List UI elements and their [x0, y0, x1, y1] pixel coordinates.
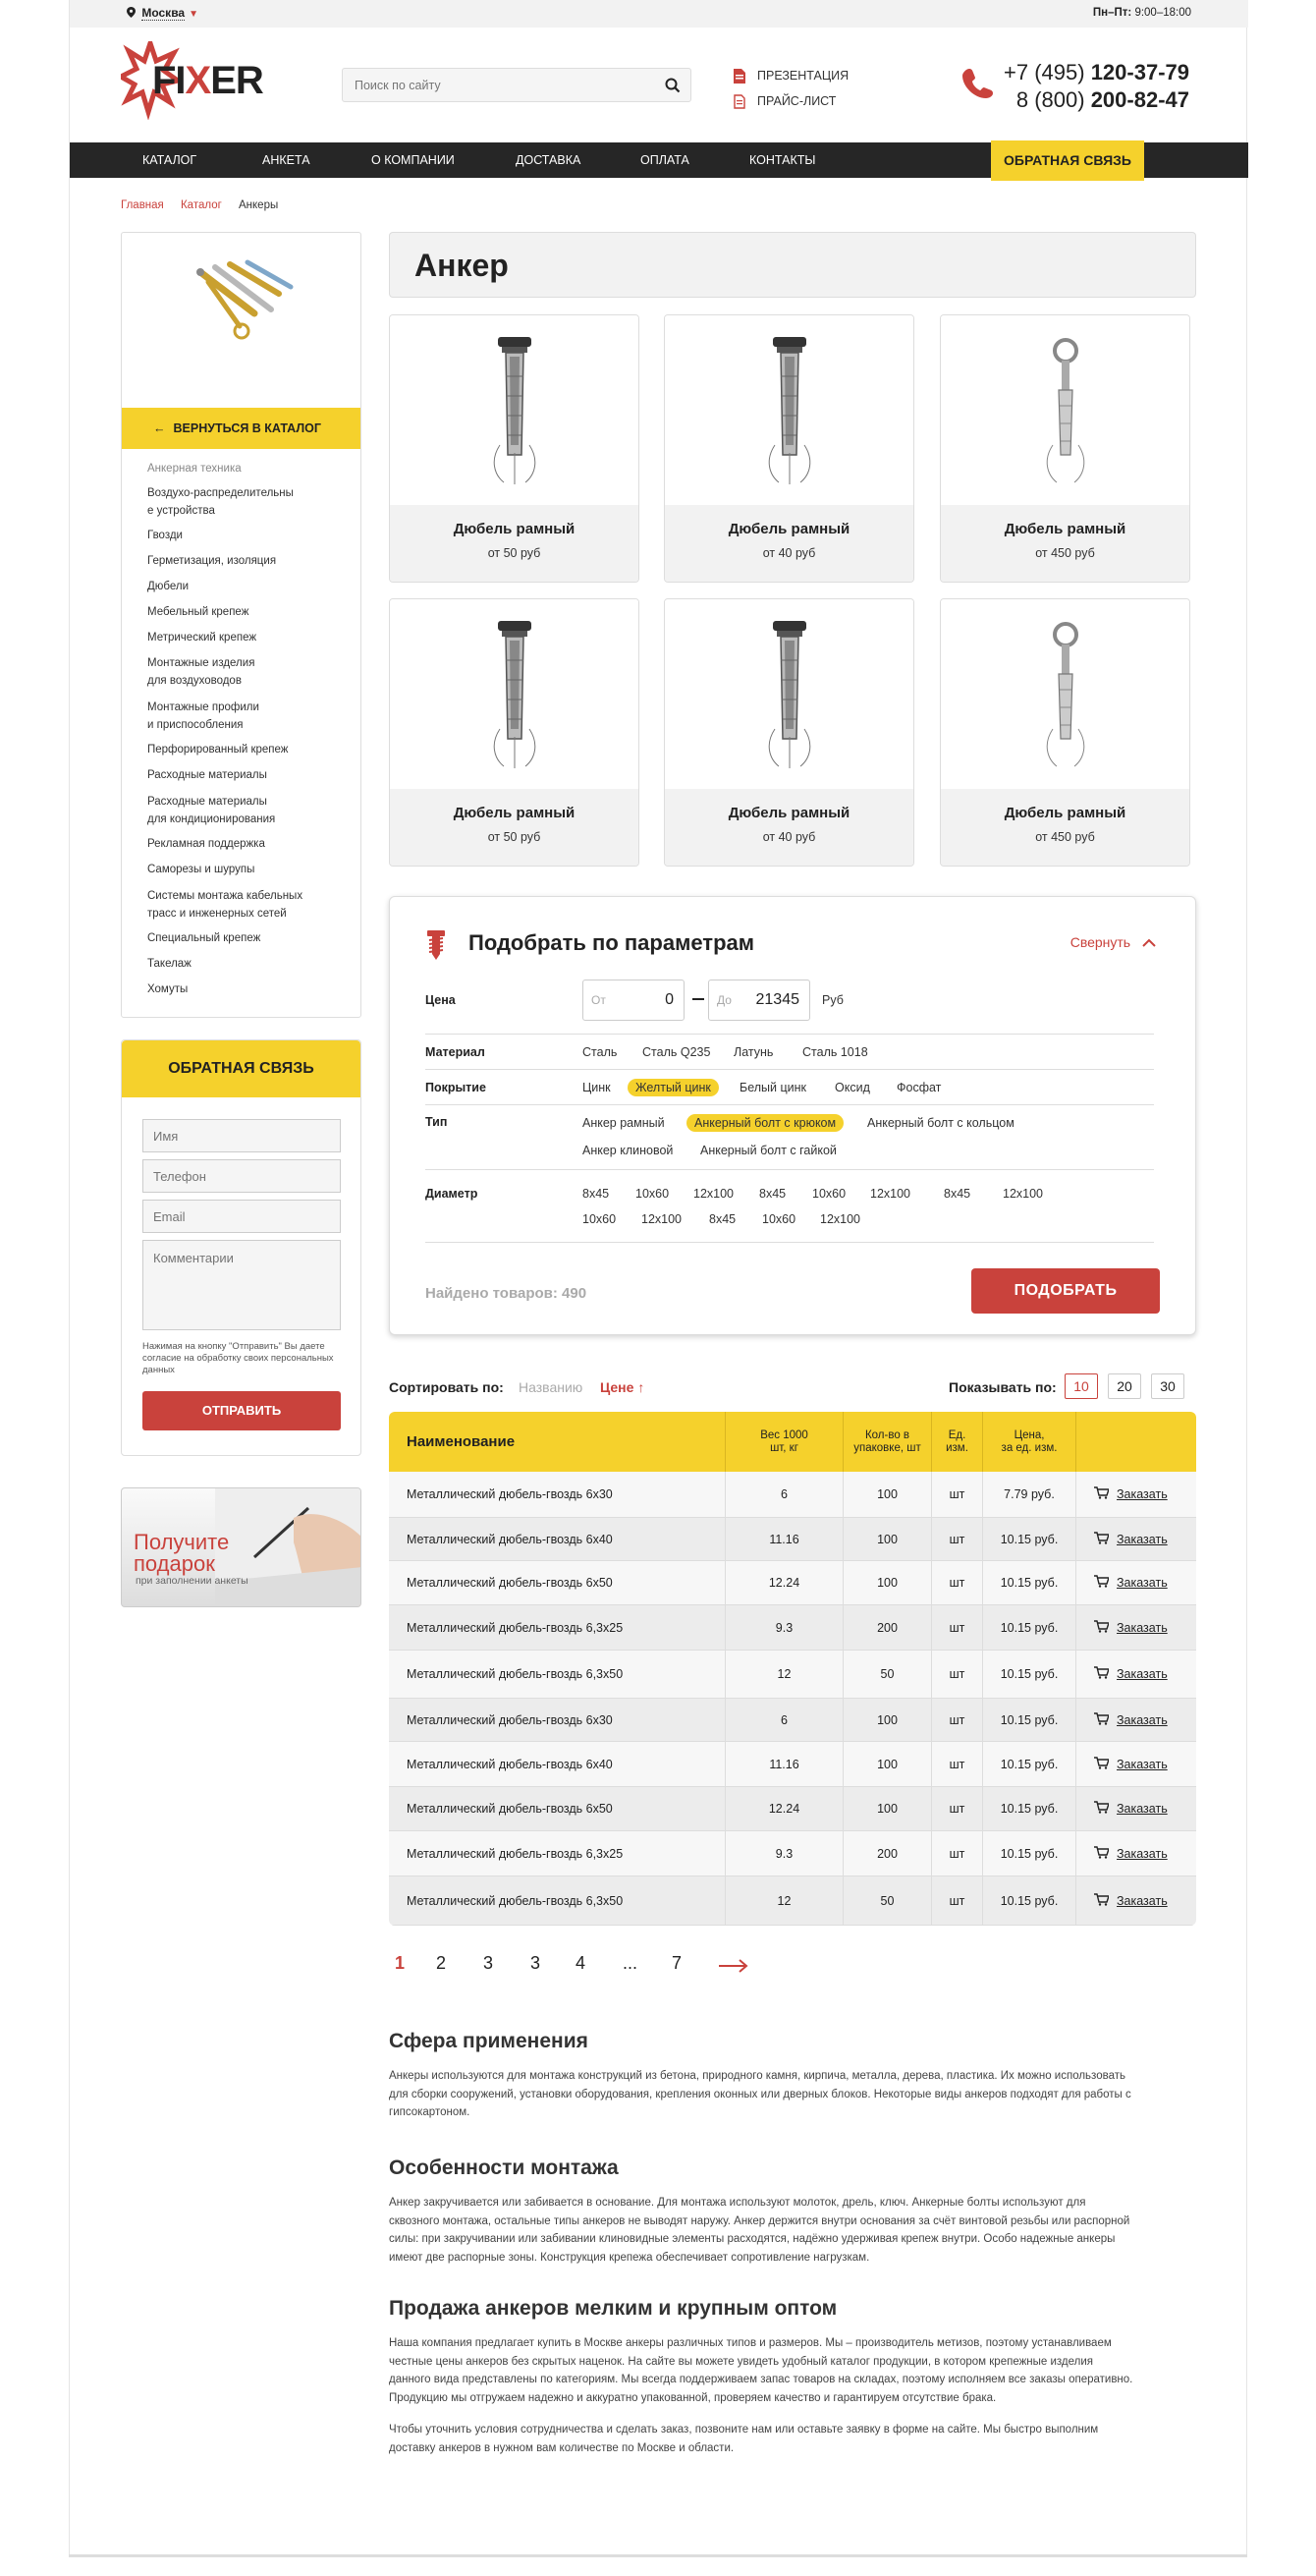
sort-by-price[interactable]: Цене ↑: [600, 1379, 645, 1395]
gift-line-1: Получите: [134, 1530, 230, 1554]
chevron-up-icon: [1142, 934, 1156, 950]
product-card[interactable]: [940, 598, 1190, 867]
order-label: Заказать: [1117, 1802, 1168, 1816]
sort-by-name[interactable]: Названию: [519, 1379, 583, 1395]
product-price: от 50 руб: [487, 830, 541, 844]
table-cell: 50: [844, 1876, 932, 1925]
collapse-button[interactable]: Свернуть: [1070, 934, 1156, 950]
order-link[interactable]: [1076, 1472, 1196, 1517]
product-price: от 40 руб: [762, 546, 816, 560]
product-card[interactable]: [389, 314, 639, 583]
logo-text-b: ER: [210, 59, 263, 102]
seo-heading: Продажа анкеров мелким и крупным оптом: [389, 2297, 838, 2320]
table-cell: 100: [844, 1699, 932, 1741]
cart-icon: [1094, 1620, 1109, 1636]
table-cell: 10.15 руб.: [983, 1561, 1076, 1604]
seo-paragraph: Чтобы уточнить условия сотрудничества и сделать заказ, позвоните нам или оставьте заявку в форме на сайте. Мы быстро выполним доставку анкеров в нужном вам количестве по Москве и области.: [389, 2424, 1099, 2454]
filter-option[interactable]: 12x100: [870, 1187, 911, 1201]
filter-option-selected[interactable]: Желтый цинк: [628, 1079, 719, 1096]
price-to-input[interactable]: До 21345: [708, 980, 810, 1021]
cart-icon: [1094, 1575, 1109, 1591]
header-weight: Вес 1000 шт, кг: [726, 1412, 844, 1472]
table-cell: Металлический дюбель-гвоздь 6,3х50: [389, 1651, 726, 1698]
divider: [425, 1169, 1154, 1170]
sidebar: [121, 232, 361, 1018]
category-item[interactable]: е устройства: [147, 505, 215, 517]
table-cell: шт: [932, 1831, 983, 1876]
diameter-label: Диаметр: [425, 1187, 478, 1201]
phone-1[interactable]: +7 (495) 120-37-79: [1004, 60, 1189, 84]
divider: [425, 1069, 1154, 1070]
chevron-down-icon: ▼: [189, 9, 198, 20]
table-row: [389, 1876, 1196, 1926]
type-label: Тип: [425, 1115, 448, 1129]
product-name: Дюбель рамный: [453, 805, 576, 821]
table-cell: шт: [932, 1561, 983, 1604]
products-table: [389, 1412, 1196, 1926]
pricelist-link[interactable]: [734, 88, 849, 114]
document-icon: [734, 94, 745, 109]
table-cell: 100: [844, 1742, 932, 1786]
table-cell: 10.15 руб.: [983, 1876, 1076, 1925]
table-cell: 12: [726, 1876, 844, 1925]
order-label: Заказать: [1117, 1620, 1168, 1635]
category-item[interactable]: Гвозди: [147, 530, 183, 541]
nav-item-catalog[interactable]: КАТАЛОГ: [142, 153, 197, 167]
category-item[interactable]: Расходные материалы: [147, 769, 267, 781]
category-item[interactable]: Воздухо-распределительны: [147, 487, 294, 499]
table-row: [389, 1518, 1196, 1561]
filter-option[interactable]: 8x45: [944, 1187, 971, 1201]
seo-paragraph: Наша компания предлагает купить в Москве анкеры различных типов и размеров. Мы – производитель метизов, поэтому устанавливаем честные цены анкеров без скрытых наценок. На сайте вы можете увидеть удобный каталог продукции, в котором крепежные изделия данного вида представлены по категориям. Мы всегда поддерживаем запас товаров на складах, поэтому исполняем все заказы оперативно. Продукцию мы отгружаем надежно и аккуратно упакованной, проверяем качество и гарантируем отсутствие брака.: [389, 2337, 1133, 2404]
feedback-form: [121, 1039, 361, 1456]
feedback-button[interactable]: ОБРАТНАЯ СВЯЗЬ: [991, 140, 1144, 181]
table-cell: 100: [844, 1472, 932, 1517]
location-pin-icon: [127, 6, 141, 20]
product-card-footer: [665, 505, 913, 583]
table-cell: Металлический дюбель-гвоздь 6х30: [389, 1699, 726, 1741]
per-page-20[interactable]: 20: [1108, 1373, 1141, 1399]
filter-option[interactable]: Латунь: [734, 1045, 774, 1059]
per-page-10[interactable]: 10: [1065, 1373, 1098, 1399]
pdf-icon: [734, 69, 745, 84]
main-nav: [70, 142, 1248, 178]
divider: [425, 1104, 1154, 1105]
category-item[interactable]: для воздуховодов: [147, 675, 242, 687]
gift-line-3: при заполнении анкеты: [136, 1575, 248, 1587]
table-cell: 11.16: [726, 1742, 844, 1786]
page-link[interactable]: 7: [672, 1953, 683, 1973]
product-name: Дюбель рамный: [1004, 521, 1126, 537]
seo-section: [389, 2156, 1135, 2267]
divider: [425, 1242, 1154, 1243]
order-link[interactable]: [1076, 1876, 1196, 1925]
phone-icon: [962, 67, 994, 103]
order-link[interactable]: [1076, 1605, 1196, 1650]
presentation-label: ПРЕЗЕНТАЦИЯ: [757, 69, 850, 83]
table-cell: Металлический дюбель-гвоздь 6,3х25: [389, 1831, 726, 1876]
category-item[interactable]: Расходные материалы: [147, 796, 267, 808]
order-link[interactable]: [1076, 1699, 1196, 1741]
filter-option[interactable]: 10x60: [812, 1187, 847, 1201]
table-cell: 12: [726, 1651, 844, 1698]
page: [69, 0, 1247, 2557]
filter-option[interactable]: 12x100: [693, 1187, 735, 1201]
filter-option[interactable]: 8x45: [709, 1212, 737, 1226]
product-card[interactable]: [940, 314, 1190, 583]
seo-heading: Особенности монтажа: [389, 2156, 619, 2179]
table-cell: 7.79 руб.: [983, 1472, 1076, 1517]
price-from-input[interactable]: От 0: [582, 980, 685, 1021]
category-item[interactable]: Системы монтажа кабельных: [147, 890, 303, 902]
feedback-form-title: ОБРАТНАЯ СВЯЗЬ: [122, 1040, 360, 1097]
per-page-30[interactable]: 30: [1151, 1373, 1184, 1399]
comment-field[interactable]: [142, 1240, 341, 1330]
phone-2[interactable]: 8 (800) 200-82-47: [1015, 87, 1189, 112]
filter-option[interactable]: Анкер клиновой: [582, 1144, 674, 1157]
page-title: Анкер: [414, 248, 509, 283]
arrow-right-icon[interactable]: [719, 1957, 748, 1978]
filter-option[interactable]: Белый цинк: [740, 1081, 806, 1094]
product-image: [390, 315, 638, 505]
header-unit: Ед. изм.: [932, 1412, 983, 1472]
table-cell: шт: [932, 1742, 983, 1786]
category-item[interactable]: Монтажные изделия: [147, 657, 255, 669]
nav-item-contacts[interactable]: КОНТАКТЫ: [749, 153, 816, 167]
table-cell: шт: [932, 1787, 983, 1830]
order-label: Заказать: [1117, 1757, 1168, 1771]
table-cell: 50: [844, 1651, 932, 1698]
filter-option[interactable]: 8x45: [759, 1187, 787, 1201]
table-cell: 10.15 руб.: [983, 1787, 1076, 1830]
table-cell: 100: [844, 1561, 932, 1604]
table-cell: Металлический дюбель-гвоздь 6х40: [389, 1518, 726, 1560]
found-count: Найдено товаров: 490: [425, 1285, 587, 1302]
search-icon[interactable]: [665, 78, 681, 93]
seo-heading: Сфера применения: [389, 2030, 588, 2052]
order-link[interactable]: [1076, 1787, 1196, 1830]
order-label: Заказать: [1117, 1667, 1168, 1681]
cart-icon: [1094, 1757, 1109, 1772]
pagination: [389, 1953, 782, 1983]
table-cell: шт: [932, 1876, 983, 1925]
product-name: Дюбель рамный: [728, 521, 850, 537]
search-box: [342, 68, 691, 102]
table-cell: шт: [932, 1651, 983, 1698]
product-card[interactable]: [664, 598, 914, 867]
presentation-link[interactable]: [734, 63, 849, 88]
cart-icon: [1094, 1801, 1109, 1817]
logo-text-x: X: [185, 59, 211, 102]
category-item[interactable]: трасс и инженерных сетей: [147, 908, 287, 920]
category-item[interactable]: Дюбели: [147, 581, 190, 592]
seo-section: [389, 2297, 1135, 2457]
product-name: Дюбель рамный: [453, 521, 576, 537]
page-link[interactable]: 2: [436, 1953, 447, 1973]
page-link[interactable]: 3: [483, 1953, 494, 1973]
table-row: [389, 1651, 1196, 1699]
table-cell: 10.15 руб.: [983, 1605, 1076, 1650]
table-cell: 6: [726, 1472, 844, 1517]
top-bar: [70, 0, 1248, 28]
consent-text: Нажимая на кнопку "Отправить" Вы даете согласие на обработку своих персональных данных: [142, 1341, 334, 1375]
order-label: Заказать: [1117, 1576, 1168, 1590]
table-cell: 6: [726, 1699, 844, 1741]
nav-item-payment[interactable]: ОПЛАТА: [640, 153, 689, 167]
category-item[interactable]: Хомуты: [147, 983, 189, 995]
filter-option[interactable]: Оксид: [835, 1081, 870, 1094]
logo-text-a: FI: [152, 59, 186, 102]
category-item[interactable]: и приспособления: [147, 719, 244, 731]
table-row: [389, 1787, 1196, 1831]
product-card-footer: [390, 505, 638, 583]
product-card-footer: [941, 789, 1189, 867]
nav-item-delivery[interactable]: ДОСТАВКА: [516, 153, 581, 167]
table-cell: Металлический дюбель-гвоздь 6х50: [389, 1561, 726, 1604]
gift-line-2: подарок: [134, 1551, 215, 1576]
table-cell: 10.15 руб.: [983, 1742, 1076, 1786]
filter-option[interactable]: 12x100: [1003, 1187, 1044, 1201]
table-row: [389, 1742, 1196, 1787]
filter-option[interactable]: 8x45: [582, 1187, 610, 1201]
table-cell: Металлический дюбель-гвоздь 6,3х25: [389, 1605, 726, 1650]
per-page-label: Показывать по:: [949, 1379, 1057, 1395]
table-cell: 10.15 руб.: [983, 1831, 1076, 1876]
product-image: [941, 315, 1189, 505]
coating-label: Покрытие: [425, 1081, 486, 1094]
divider: [425, 1034, 1154, 1035]
breadcrumb: [121, 199, 292, 211]
anchors-category-image: [181, 252, 303, 341]
table-cell: 100: [844, 1518, 932, 1560]
material-label: Материал: [425, 1045, 485, 1059]
filter-title: Подобрать по параметрам: [468, 930, 755, 955]
table-cell: Металлический дюбель-гвоздь 6х30: [389, 1472, 726, 1517]
header-pack: Кол-во в упаковке, шт: [844, 1412, 932, 1472]
product-image: [665, 599, 913, 789]
city-selector[interactable]: [127, 6, 198, 20]
filter-option[interactable]: Анкерный болт с кольцом: [867, 1116, 1014, 1130]
table-cell: 12.24: [726, 1561, 844, 1604]
order-label: Заказать: [1117, 1712, 1168, 1727]
filter-option[interactable]: Сталь Q235: [642, 1045, 711, 1059]
product-card-footer: [390, 789, 638, 867]
order-link[interactable]: [1076, 1561, 1196, 1604]
seo-paragraph: Анкер закручивается или забивается в основание. Для монтажа используют молоток, дрель, ключ. Анкерные болты используют для сквозного монтажа, остальные типы анкеров не выводят наружу. Анкер держится внутри основания за счёт винтовой резьбы или распорной силы: при закручивании или забивании клиновидные элементы расходятся, надёжно удерживая крепеж внутри. Особо надежные анкеры имеют две распорные зоны. Конструкция крепежа обеспечивает сопротивление нагрузкам.: [389, 2197, 1130, 2264]
category-item[interactable]: Монтажные профили: [147, 701, 259, 713]
filter-option[interactable]: Сталь: [582, 1045, 618, 1059]
page-ellipsis: ...: [623, 1953, 638, 1973]
cart-icon: [1094, 1846, 1109, 1862]
order-label: Заказать: [1117, 1532, 1168, 1546]
table-cell: шт: [932, 1472, 983, 1517]
product-price: от 40 руб: [762, 830, 816, 844]
product-image: [941, 599, 1189, 789]
table-cell: 9.3: [726, 1831, 844, 1876]
nav-item-about[interactable]: О КОМПАНИИ: [371, 153, 455, 167]
filter-option[interactable]: Сталь 1018: [802, 1045, 868, 1059]
seo-section: [389, 2030, 1135, 2122]
table-cell: 10.15 руб.: [983, 1651, 1076, 1698]
table-cell: Металлический дюбель-гвоздь 6х40: [389, 1742, 726, 1786]
filter-option[interactable]: 12x100: [641, 1212, 683, 1226]
order-link[interactable]: [1076, 1742, 1196, 1786]
table-row: [389, 1699, 1196, 1742]
header-name: Наименование: [389, 1412, 726, 1472]
table-row: [389, 1831, 1196, 1876]
order-label: Заказать: [1117, 1487, 1168, 1501]
page-link[interactable]: 1: [395, 1953, 406, 1973]
category-item[interactable]: Метрический крепеж: [147, 632, 257, 644]
header-price: Цена, за ед. изм.: [983, 1412, 1076, 1472]
pricelist-label: ПРАЙС-ЛИСТ: [757, 94, 837, 108]
category-item[interactable]: Специальный крепеж: [147, 932, 261, 944]
category-item[interactable]: Такелаж: [147, 958, 192, 970]
category-item[interactable]: Герметизация, изоляция: [147, 555, 277, 567]
product-image: [665, 315, 913, 505]
table-header: [389, 1412, 1196, 1472]
table-cell: 100: [844, 1787, 932, 1830]
table-cell: 12.24: [726, 1787, 844, 1830]
nav-item-survey[interactable]: АНКЕТА: [262, 153, 310, 167]
category-item[interactable]: Перфорированный крепеж: [147, 744, 289, 756]
product-price: от 50 руб: [487, 546, 541, 560]
sort-label: Сортировать по:: [389, 1379, 504, 1395]
working-hours: Пн–Пт: 9:00–18:00: [1092, 7, 1191, 19]
product-card-footer: [941, 505, 1189, 583]
product-card[interactable]: [389, 598, 639, 867]
filter-option[interactable]: Цинк: [582, 1081, 611, 1094]
page-link[interactable]: 3: [530, 1953, 541, 1973]
phones-block: [1004, 59, 1189, 114]
filter-panel: [389, 896, 1196, 1335]
product-price: от 450 руб: [1035, 830, 1095, 844]
order-link[interactable]: [1076, 1651, 1196, 1698]
table-cell: 11.16: [726, 1518, 844, 1560]
phone-field[interactable]: [142, 1159, 341, 1193]
range-dash: [692, 998, 704, 1000]
category-item[interactable]: Мебельный крепеж: [147, 606, 249, 618]
table-cell: шт: [932, 1699, 983, 1741]
product-card[interactable]: [664, 314, 914, 583]
cart-icon: [1094, 1893, 1109, 1909]
filter-option[interactable]: 10x60: [635, 1187, 670, 1201]
product-card-footer: [665, 789, 913, 867]
cart-icon: [1094, 1486, 1109, 1502]
table-cell: 200: [844, 1831, 932, 1876]
pick-button[interactable]: ПОДОБРАТЬ: [971, 1268, 1160, 1314]
page-title-box: [389, 232, 1196, 298]
filter-option[interactable]: 10x60: [582, 1212, 617, 1226]
breadcrumb-catalog[interactable]: Каталог: [180, 199, 222, 211]
breadcrumb-current: Анкеры: [239, 199, 279, 211]
table-row: [389, 1561, 1196, 1605]
arrow-left-icon: ←: [153, 421, 166, 435]
sort-bar: [389, 1373, 1196, 1401]
screw-icon: [427, 930, 445, 965]
logo[interactable]: [121, 41, 288, 120]
category-item[interactable]: Анкерная техника: [147, 463, 242, 475]
cart-icon: [1094, 1666, 1109, 1682]
back-to-catalog-button[interactable]: ← ВЕРНУТЬСЯ В КАТАЛОГ: [122, 408, 360, 449]
gift-banner[interactable]: [121, 1487, 361, 1607]
order-link[interactable]: [1076, 1518, 1196, 1560]
product-name: Дюбель рамный: [1004, 805, 1126, 821]
table-cell: 10.15 руб.: [983, 1699, 1076, 1741]
search-input[interactable]: [343, 69, 637, 101]
order-label: Заказать: [1117, 1846, 1168, 1861]
hand-pen-illustration: [215, 1488, 361, 1606]
city-name[interactable]: Москва: [141, 6, 186, 20]
category-item[interactable]: Рекламная поддержка: [147, 838, 265, 850]
table-cell: Металлический дюбель-гвоздь 6,3х50: [389, 1876, 726, 1925]
send-button[interactable]: ОТПРАВИТЬ: [142, 1391, 341, 1430]
table-cell: Металлический дюбель-гвоздь 6х50: [389, 1787, 726, 1830]
filter-option[interactable]: Анкер рамный: [582, 1116, 665, 1130]
breadcrumb-home[interactable]: Главная: [121, 199, 164, 211]
filter-option[interactable]: Фосфат: [897, 1081, 942, 1094]
name-field[interactable]: [142, 1119, 341, 1152]
seo-paragraph: Анкеры используются для монтажа конструкций из бетона, природного камня, кирпича, металла, дерева, пластика. Их можно использовать для сборки сооружений, установки оборудования, крепления оконных или дверных блоков. Некоторые виды анкеров подходят для работы с гипсокартоном.: [389, 2070, 1131, 2118]
product-price: от 450 руб: [1035, 546, 1095, 560]
table-row: [389, 1472, 1196, 1518]
filter-option[interactable]: 12x100: [820, 1212, 861, 1226]
product-image: [390, 599, 638, 789]
order-label: Заказать: [1117, 1893, 1168, 1908]
cart-icon: [1094, 1712, 1109, 1728]
cart-icon: [1094, 1532, 1109, 1547]
order-link[interactable]: [1076, 1831, 1196, 1876]
table-cell: 10.15 руб.: [983, 1518, 1076, 1560]
product-name: Дюбель рамный: [728, 805, 850, 821]
table-cell: шт: [932, 1518, 983, 1560]
filter-option[interactable]: 10x60: [762, 1212, 796, 1226]
price-label: Цена: [425, 993, 456, 1007]
table-cell: 200: [844, 1605, 932, 1650]
category-item[interactable]: Саморезы и шурупы: [147, 864, 255, 875]
table-row: [389, 1605, 1196, 1651]
table-cell: 9.3: [726, 1605, 844, 1650]
header-action: [1076, 1412, 1196, 1472]
email-field[interactable]: [142, 1200, 341, 1233]
filter-option-selected[interactable]: Анкерный болт с крюком: [686, 1114, 844, 1132]
filter-option[interactable]: Анкерный болт с гайкой: [700, 1144, 837, 1157]
table-cell: шт: [932, 1605, 983, 1650]
footer-line: [69, 2554, 1247, 2557]
category-item[interactable]: для кондиционирования: [147, 813, 276, 825]
currency-label: Руб: [822, 993, 844, 1007]
page-link[interactable]: 4: [576, 1953, 586, 1973]
documents-links: [734, 63, 849, 114]
